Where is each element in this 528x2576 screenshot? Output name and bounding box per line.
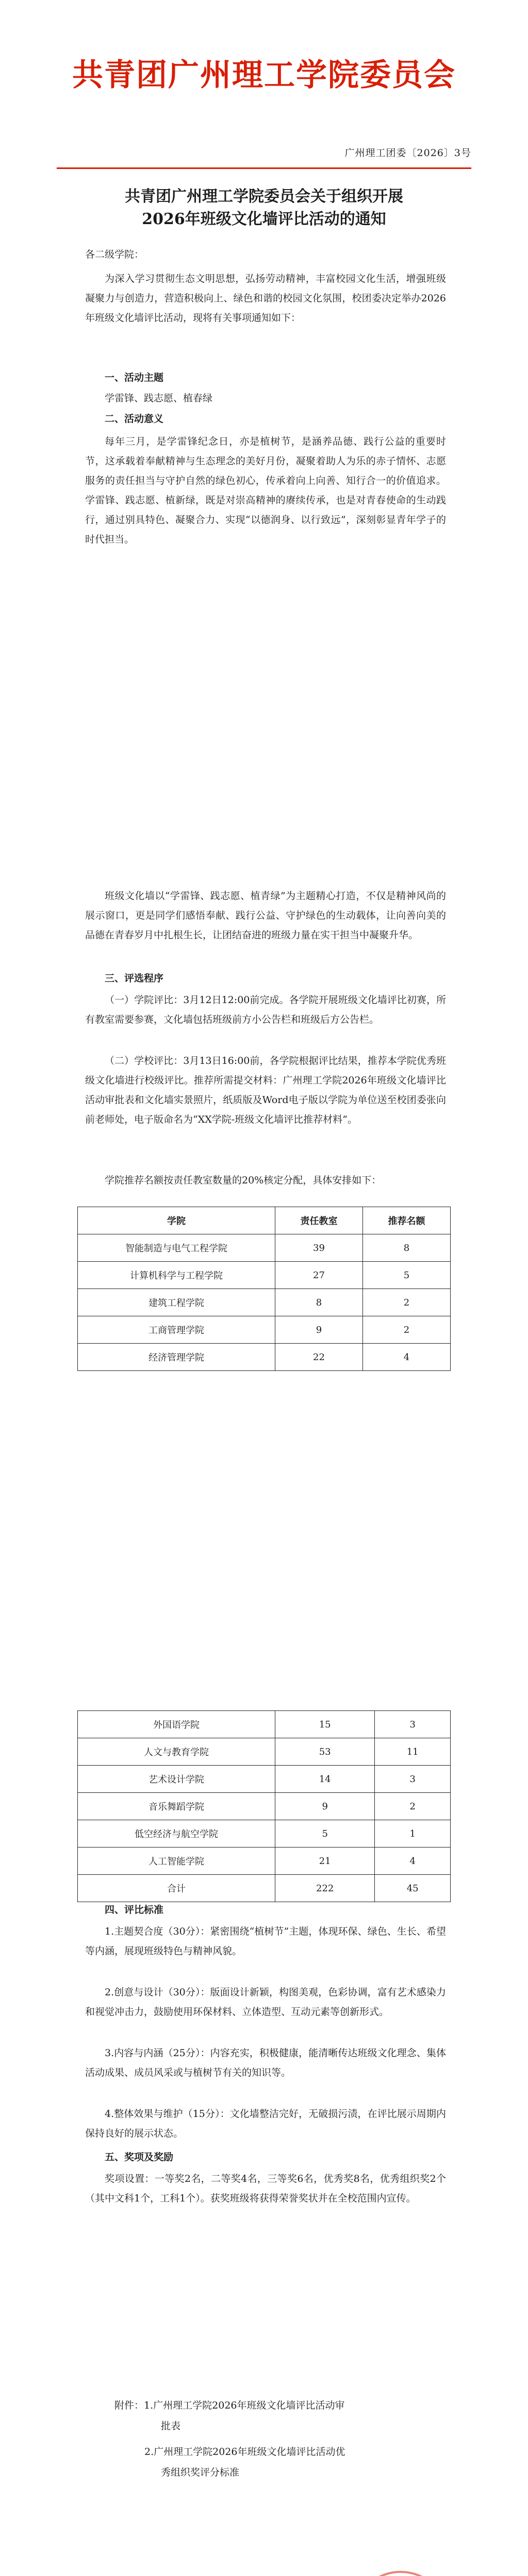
document-title	[0, 185, 528, 231]
table-cell: 智能制造与电气工程学院	[78, 1234, 275, 1262]
table-cell: 11	[375, 1738, 451, 1766]
title-line-1: 共青团广州理工学院委员会关于组织开展	[125, 188, 403, 206]
table-cell: 27	[275, 1262, 363, 1289]
table-cell: 人文与教育学院	[78, 1738, 275, 1766]
section-heading-awards: 五、奖项及奖励	[105, 2151, 174, 2163]
intro-paragraph: 为深入学习贯彻生态文明思想，弘扬劳动精神，丰富校园文化生活，增强班级凝聚力与创造力，营造积极向上、绿色和谐的校园文化氛围，校团委决定举办2026年班级文化墙评比活动，现将有关事项通知如下：	[85, 273, 446, 324]
awards-paragraph: 奖项设置：一等奖2名，二等奖4名，三等奖6名，优秀奖8名，优秀组织奖2个（其中文科1个，工科1个）。获奖班级将获得荣誉奖状并在全校范围内宣传。	[85, 2173, 446, 2204]
table-row	[78, 1234, 451, 1262]
table-cell: 2	[363, 1289, 451, 1316]
quota-note: 学院推荐名额按责任教室数量的20%核定分配，具体安排如下：	[105, 1175, 382, 1186]
table-cell: 2	[363, 1316, 451, 1344]
attachments-label: 附件：	[114, 2400, 144, 2411]
table-cell: 人工智能学院	[78, 1848, 275, 1875]
table-cell: 15	[275, 1711, 375, 1738]
table-cell: 合计	[78, 1875, 275, 1902]
table-cell: 4	[375, 1848, 451, 1875]
table-cell: 计算机科学与工程学院	[78, 1262, 275, 1289]
table-cell: 外国语学院	[78, 1711, 275, 1738]
table-row	[78, 1766, 451, 1793]
quota-table-part-1	[77, 1207, 451, 1371]
attachment-item-1-cont: 批表	[161, 2420, 181, 2432]
table-cell: 3	[375, 1766, 451, 1793]
table-cell: 5	[363, 1262, 451, 1289]
table-cell: 39	[275, 1234, 363, 1262]
table-total-row	[78, 1875, 451, 1902]
table-row	[78, 1262, 451, 1289]
table-cell: 2	[375, 1793, 451, 1820]
table-cell: 9	[275, 1793, 375, 1820]
criterion-creativity-design: 2.创意与设计（30分）：版面设计新颖，构图美观，色彩协调，富有艺术感染力和视觉冲击力，鼓励使用环保材料、立体造型、互动元素等创新形式。	[85, 1987, 446, 2018]
table-cell: 45	[375, 1875, 451, 1902]
table-row	[78, 1820, 451, 1848]
criterion-overall-effect: 4.整体效果与维护（15分）：文化墙整洁完好，无破损污渍，在评比展示周期内保持良好的展示状态。	[85, 2108, 446, 2139]
document-number: 广州理工团委〔2026〕3号	[344, 147, 471, 159]
table-cell: 14	[275, 1766, 375, 1793]
significance-paragraph-2: 班级文化墙以“学雷锋、践志愿、植青绿”为主题精心打造，不仅是精神风尚的展示窗口，更是同学们感悟奉献、践行公益、守护绿色的生动载体，让向善向美的品德在青春岁月中扎根生长，让团结奋进的班级力量在实干担当中凝聚升华。	[85, 890, 446, 941]
table-cell: 8	[275, 1289, 363, 1316]
header-quota: 推荐名额	[363, 1207, 451, 1234]
section-heading-procedure: 三、评选程序	[105, 973, 164, 984]
table-cell: 9	[275, 1316, 363, 1344]
criterion-theme-fit: 1.主题契合度（30分）：紧密围绕“植树节”主题，体现环保、绿色、生长、希望等内涵，展现班级特色与精神风貌。	[85, 1926, 446, 1957]
title-line-2: 2026年班级文化墙评比活动的通知	[142, 210, 386, 228]
table-row	[78, 1738, 451, 1766]
section-heading-criteria: 四、评比标准	[105, 1904, 164, 1916]
table-row	[78, 1316, 451, 1344]
attachment-1-line-1: 1.广州理工学院2026年班级文化墙评比活动审	[144, 2400, 345, 2411]
table-cell: 5	[275, 1820, 375, 1848]
table-cell: 222	[275, 1875, 375, 1902]
theme-text: 学雷锋、践志愿、植春绿	[105, 393, 213, 404]
header-classrooms: 责任教室	[275, 1207, 363, 1234]
criterion-content: 3.内容与内涵（25分）：内容充实，积极健康，能清晰传达班级文化理念、集体活动成果、成员风采或与植树节有关的知识等。	[85, 2047, 446, 2078]
quota-table-part-2	[77, 1710, 451, 1902]
table-row	[78, 1848, 451, 1875]
table-cell: 工商管理学院	[78, 1316, 275, 1344]
procedure-school-round: （二）学校评比：3月13日16:00前，各学院根据评比结果，推荐本学院优秀班级文化墙进行校级评比。推荐所需提交材料：广州理工学院2026年班级文化墙评比活动审批表和文化墙实景照片，纸质版及Word电子版以学院为单位送至校团委张向前老师处，电子版命名为“XX学院-班级文化墙评比推荐材料”。	[85, 1055, 446, 1125]
table-row	[78, 1711, 451, 1738]
table-cell: 21	[275, 1848, 375, 1875]
table-cell: 4	[363, 1344, 451, 1371]
table-cell: 建筑工程学院	[78, 1289, 275, 1316]
table-cell: 22	[275, 1344, 363, 1371]
table-row	[78, 1289, 451, 1316]
table-cell: 艺术设计学院	[78, 1766, 275, 1793]
table-cell: 音乐舞蹈学院	[78, 1793, 275, 1820]
procedure-college-round: （一）学院评比：3月12日12:00前完成。各学院开展班级文化墙评比初赛，所有教室需要参赛，文化墙包括班级前方小公告栏和班级后方公告栏。	[85, 994, 446, 1025]
official-seal	[352, 2571, 450, 2576]
table-row	[78, 1344, 451, 1371]
table-cell: 8	[363, 1234, 451, 1262]
significance-paragraph-1: 每年三月，是学雷锋纪念日，亦是植树节，是涵养品德、践行公益的重要时节，这承载着奉献精神与生态理念的美好月份，凝聚着助人为乐的赤子情怀、志愿服务的责任担当与守护自然的绿色初心，传承着向上向善、知行合一的价值追求。学雷锋、践志愿、植新绿，既是对崇高精神的赓续传承，也是对青春使命的生动践行，通过别具特色、凝聚合力、实现“以德润身、以行致远”，深刻彰显青年学子的时代担当。	[85, 436, 446, 545]
salutation: 各二级学院：	[85, 249, 144, 260]
section-heading-theme: 一、活动主题	[105, 372, 164, 383]
table-cell: 经济管理学院	[78, 1344, 275, 1371]
attachment-item-2-cont: 秀组织奖评分标准	[161, 2467, 240, 2478]
table-cell: 低空经济与航空学院	[78, 1820, 275, 1848]
table-cell: 53	[275, 1738, 375, 1766]
red-header-title: 共青团广州理工学院委员会	[72, 57, 456, 93]
attachment-item-1	[114, 2396, 444, 2415]
attachment-item-2: 2.广州理工学院2026年班级文化墙评比活动优	[144, 2446, 345, 2458]
table-header-row	[78, 1207, 451, 1234]
table-cell: 3	[375, 1711, 451, 1738]
table-row	[78, 1793, 451, 1820]
section-heading-significance: 二、活动意义	[105, 413, 164, 425]
table-cell: 1	[375, 1820, 451, 1848]
header-college: 学院	[78, 1207, 275, 1234]
red-divider-line	[57, 167, 471, 169]
